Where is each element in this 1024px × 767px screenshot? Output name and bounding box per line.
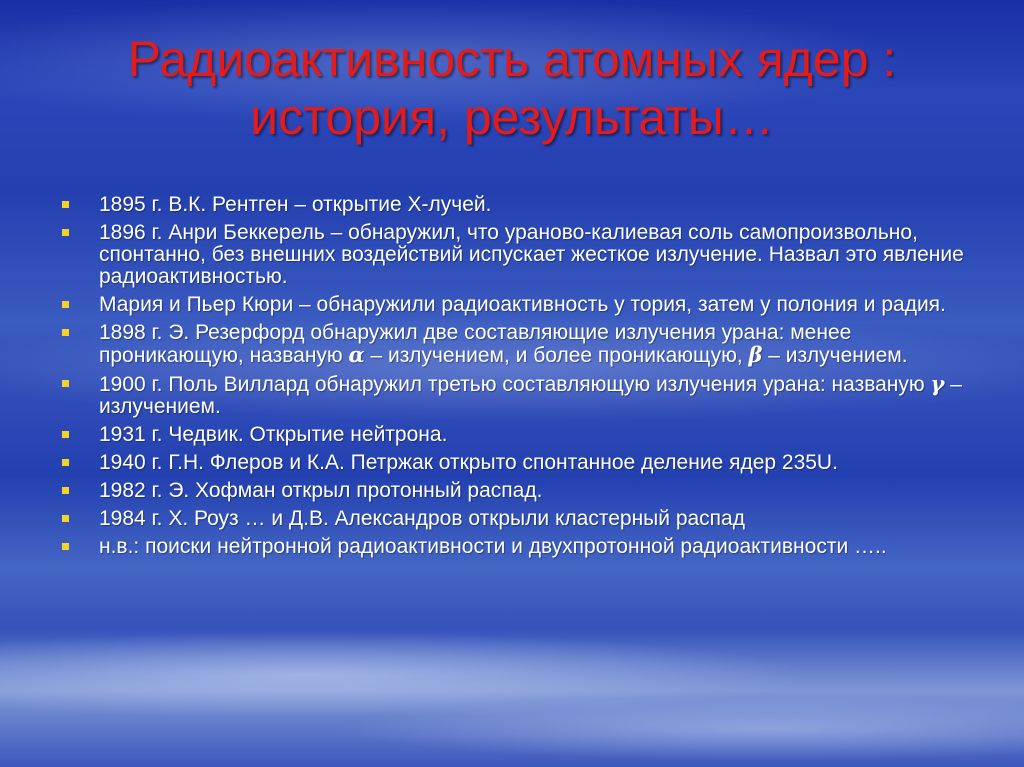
list-item	[62, 222, 982, 288]
list-item	[62, 508, 982, 530]
list-item	[62, 480, 982, 502]
bullet-square-icon	[62, 459, 69, 466]
gamma-symbol: γ	[930, 371, 945, 396]
bullet-square-icon	[62, 380, 69, 387]
bullet-text: 1931 г. Чедвик. Открытие нейтрона.	[99, 423, 448, 446]
bullet-text: 1895 г. В.К. Рентген – открытие Х-лучей.	[99, 193, 492, 216]
list-item	[62, 424, 982, 446]
alpha-symbol: α	[348, 342, 365, 367]
list-item	[62, 322, 982, 367]
bullet-square-icon	[62, 301, 69, 308]
title-line-1: Радиоактивность атомных ядер :	[127, 31, 897, 87]
bullet-list	[62, 194, 982, 564]
bullet-text: 1984 г. Х. Роуз … и Д.В. Александров открыли кластерный распад	[99, 507, 745, 530]
bullet-text: Мария и Пьер Кюри – обнаружили радиоактивность у тория, затем у полония и радия.	[99, 293, 946, 316]
title-line-2: история, результаты…	[250, 89, 774, 145]
bullet-square-icon	[62, 229, 69, 236]
bullet-text-part: 1900 г. Поль Виллард обнаружил третью составляющую излучения урана: названую	[99, 373, 931, 396]
bullet-text: 1982 г. Э. Хофман открыл протонный распад.	[99, 479, 543, 502]
list-item	[62, 373, 982, 418]
list-item	[62, 194, 982, 216]
bullet-text	[99, 322, 982, 367]
bullet-text: 1896 г. Анри Беккерель – обнаружил, что ураново-калиевая соль самопроизвольно, спонтанно, без внешних воздействий испускает жесткое излучение. Назвал это явление радиоактивностью.	[99, 221, 964, 288]
slide-title	[40, 30, 984, 146]
bullet-text-part: – излучением.	[762, 344, 908, 367]
list-item	[62, 452, 982, 474]
bullet-text-part: 1898 г. Э. Резерфорд обнаружил две составляющие излучения урана: менее проникающую, названую	[99, 321, 852, 367]
bullet-square-icon	[62, 487, 69, 494]
list-item	[62, 536, 982, 558]
bullet-text-part: – излучением, и более проникающую,	[364, 344, 749, 367]
bullet-square-icon	[62, 543, 69, 550]
bullet-text: н.в.: поиски нейтронной радиоактивности и двухпротонной радиоактивности …..	[99, 535, 887, 558]
bullet-text	[99, 373, 982, 418]
bullet-square-icon	[62, 515, 69, 522]
bullet-text: 1940 г. Г.Н. Флеров и К.А. Петржак открыто спонтанное деление ядер 235U.	[99, 451, 838, 474]
bullet-square-icon	[62, 329, 69, 336]
beta-symbol: β	[748, 342, 763, 367]
bullet-text-part: – излучением.	[99, 373, 962, 418]
bullet-square-icon	[62, 201, 69, 208]
bullet-square-icon	[62, 431, 69, 438]
list-item	[62, 294, 982, 316]
